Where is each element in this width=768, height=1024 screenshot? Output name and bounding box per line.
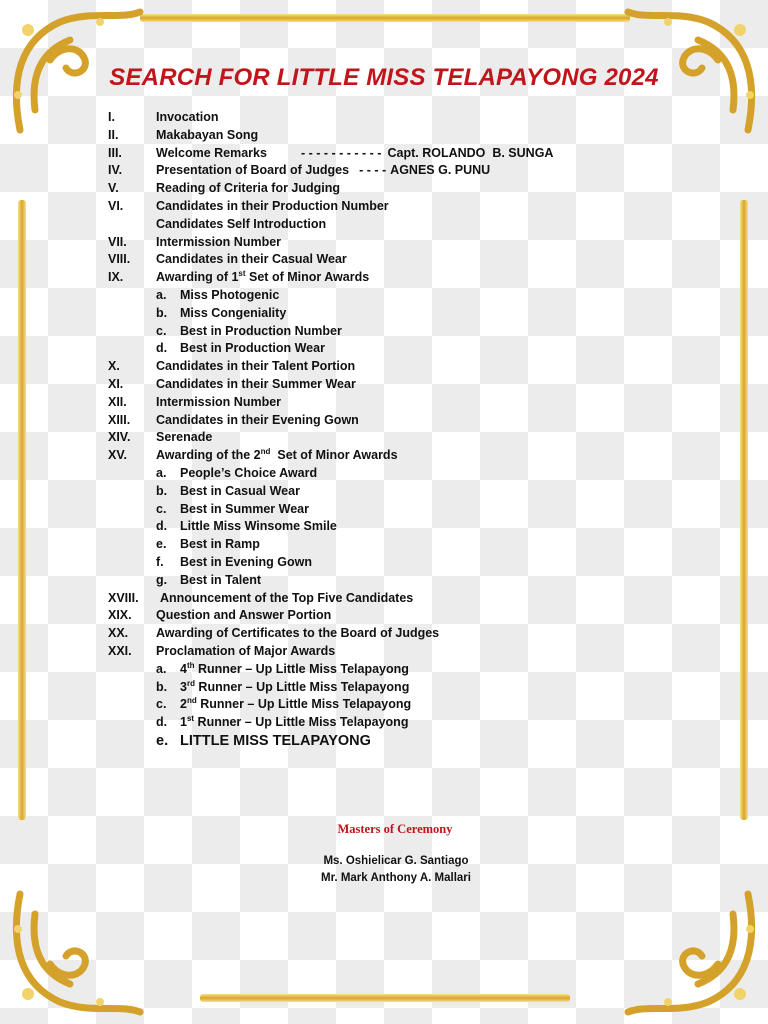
item-text bbox=[156, 395, 281, 409]
item-label: Proclamation of Major Awards bbox=[156, 643, 336, 658]
item-number: V. bbox=[108, 181, 119, 196]
item-number: VII. bbox=[108, 234, 127, 249]
item-label: LITTLE MISS TELAPAYONG bbox=[180, 732, 371, 749]
item-text bbox=[156, 128, 258, 142]
item-text bbox=[180, 484, 300, 498]
item-label: Best in Talent bbox=[180, 572, 262, 587]
item-text bbox=[156, 235, 281, 249]
item-letter: c. bbox=[156, 501, 167, 516]
item-text bbox=[156, 644, 335, 658]
item-label: 3 bbox=[180, 679, 187, 694]
item-label: Reading of Criteria for Judging bbox=[156, 181, 341, 196]
item-label-rest: Runner – Up Little Miss Telapayong bbox=[194, 715, 409, 730]
master-of-ceremony-name: Mr. Mark Anthony A. Mallari bbox=[321, 872, 471, 884]
item-letter: b. bbox=[156, 679, 168, 694]
item-label: Presentation of Board of Judges bbox=[156, 163, 350, 178]
item-text bbox=[180, 573, 261, 587]
corner-ornament-bottom-right bbox=[618, 874, 768, 1024]
item-number: I. bbox=[108, 110, 115, 124]
item-text bbox=[156, 413, 359, 427]
item-letter: a. bbox=[156, 465, 167, 480]
item-letter: g. bbox=[156, 572, 168, 587]
item-number: XI. bbox=[108, 376, 124, 391]
item-text bbox=[180, 306, 286, 320]
item-label-rest: Runner – Up Little Miss Telapayong bbox=[196, 697, 412, 712]
ordinal-suffix: st bbox=[238, 269, 246, 279]
item-label: Candidates in their Production Number bbox=[156, 198, 389, 213]
item-text bbox=[180, 341, 325, 355]
item-label: Awarding of the 2 bbox=[156, 448, 261, 463]
item-number: XIX. bbox=[108, 608, 132, 623]
item-letter: e. bbox=[156, 732, 169, 749]
item-number: XXI. bbox=[108, 643, 132, 658]
item-label: Best in Production Number bbox=[180, 323, 342, 338]
item-number: XV. bbox=[108, 448, 128, 463]
item-letter: d. bbox=[156, 519, 168, 534]
item-label: Intermission Number bbox=[156, 394, 282, 409]
item-letter: b. bbox=[156, 483, 168, 498]
item-text bbox=[156, 181, 340, 195]
item-label: Best in Production Wear bbox=[180, 341, 325, 356]
item-letter: e. bbox=[156, 537, 167, 552]
item-label-rest: Set of Minor Awards bbox=[270, 448, 398, 463]
item-label: 2 bbox=[180, 697, 187, 712]
item-label-rest: Runner – Up Little Miss Telapayong bbox=[194, 679, 410, 694]
masters-of-ceremony-heading: Masters of Ceremony bbox=[337, 822, 453, 836]
item-label: Candidates Self Introduction bbox=[156, 216, 327, 231]
item-text bbox=[156, 448, 398, 462]
item-letter: d. bbox=[156, 715, 168, 730]
item-number: XII. bbox=[108, 394, 127, 409]
item-text bbox=[156, 110, 219, 124]
top-border-bar bbox=[140, 14, 630, 22]
item-text bbox=[160, 591, 413, 605]
item-label: Welcome Remarks bbox=[156, 145, 267, 160]
ordinal-suffix: nd bbox=[260, 447, 271, 457]
item-label: Intermission Number bbox=[156, 234, 282, 249]
item-label: People’s Choice Award bbox=[180, 465, 318, 480]
item-label: 1 bbox=[180, 715, 187, 730]
item-number: IV. bbox=[108, 163, 123, 178]
item-label: Best in Summer Wear bbox=[180, 501, 309, 516]
item-letter: c. bbox=[156, 323, 167, 338]
item-label: Best in Ramp bbox=[180, 537, 260, 552]
item-text bbox=[180, 662, 409, 676]
item-letter: b. bbox=[156, 305, 168, 320]
right-border-bar bbox=[740, 200, 748, 820]
item-text bbox=[180, 715, 408, 729]
item-letter: d. bbox=[156, 341, 168, 356]
item-text bbox=[156, 252, 347, 266]
dash-leader: - - - - - - - - - - - bbox=[300, 145, 382, 160]
item-text bbox=[156, 608, 331, 622]
item-label: Announcement of the Top Five Candidates bbox=[160, 590, 414, 605]
item-number: VIII. bbox=[108, 252, 131, 267]
item-label: Best in Casual Wear bbox=[180, 483, 300, 498]
item-number: X. bbox=[108, 359, 120, 374]
item-text bbox=[156, 626, 439, 640]
item-number: VI. bbox=[108, 198, 124, 213]
bottom-border-bar bbox=[200, 994, 570, 1002]
item-text bbox=[180, 555, 312, 569]
item-label: Little Miss Winsome Smile bbox=[180, 519, 337, 534]
item-label: Awarding of Certificates to the Board of Judges bbox=[156, 626, 440, 641]
item-label: Candidates in their Summer Wear bbox=[156, 376, 356, 391]
item-label: Invocation bbox=[156, 110, 219, 124]
item-label-rest: Runner – Up Little Miss Telapayong bbox=[194, 661, 409, 676]
item-text bbox=[180, 288, 279, 302]
item-text bbox=[156, 199, 389, 213]
corner-ornament-bottom-left bbox=[0, 874, 150, 1024]
speaker-name: AGNES G. PUNU bbox=[390, 163, 491, 178]
item-letter: c. bbox=[156, 697, 167, 712]
item-label: Awarding of 1 bbox=[156, 270, 239, 285]
ordinal-suffix: th bbox=[186, 660, 195, 670]
ordinal-suffix: nd bbox=[186, 696, 197, 706]
item-number: II. bbox=[108, 127, 119, 142]
item-label: Miss Photogenic bbox=[180, 287, 280, 302]
item-text bbox=[156, 163, 490, 177]
item-number: XIV. bbox=[108, 430, 131, 445]
item-label: Question and Answer Portion bbox=[156, 608, 332, 623]
item-text bbox=[180, 733, 371, 749]
item-number: III. bbox=[108, 145, 122, 160]
item-text bbox=[180, 680, 409, 694]
item-text bbox=[156, 377, 356, 391]
item-letter: f. bbox=[156, 554, 164, 569]
ordinal-suffix: rd bbox=[186, 678, 195, 688]
item-text bbox=[180, 519, 337, 533]
item-letter: a. bbox=[156, 287, 167, 302]
page-title: SEARCH FOR LITTLE MISS TELAPAYONG 2024 bbox=[109, 64, 659, 91]
item-text bbox=[180, 502, 309, 516]
item-text bbox=[156, 270, 369, 284]
item-label: 4 bbox=[180, 661, 187, 676]
item-number: IX. bbox=[108, 270, 124, 285]
item-label: Candidates in their Casual Wear bbox=[156, 252, 347, 267]
item-text bbox=[180, 697, 411, 711]
item-text bbox=[180, 324, 342, 338]
item-text bbox=[156, 359, 355, 373]
item-text bbox=[180, 537, 260, 551]
ordinal-suffix: st bbox=[186, 714, 195, 724]
dash-leader: - - - - bbox=[359, 163, 387, 178]
item-text bbox=[156, 146, 553, 160]
item-text bbox=[180, 466, 317, 480]
item-text bbox=[156, 430, 212, 444]
item-number: XX. bbox=[108, 626, 129, 641]
item-number: XVIII. bbox=[108, 590, 139, 605]
left-border-bar bbox=[18, 200, 26, 820]
item-label: Miss Congeniality bbox=[180, 305, 287, 320]
item-letter: a. bbox=[156, 661, 167, 676]
speaker-name: Capt. ROLANDO B. SUNGA bbox=[387, 145, 554, 160]
item-number: XIII. bbox=[108, 412, 131, 427]
item-label: Best in Evening Gown bbox=[180, 554, 312, 569]
item-label: Candidates in their Evening Gown bbox=[156, 412, 359, 427]
item-text bbox=[156, 217, 326, 231]
item-label: Serenade bbox=[156, 430, 213, 445]
master-of-ceremony-name: Ms. Oshielicar G. Santiago bbox=[323, 855, 469, 867]
item-label-rest: Set of Minor Awards bbox=[245, 270, 370, 285]
item-label: Makabayan Song bbox=[156, 127, 259, 142]
item-label: Candidates in their Talent Portion bbox=[156, 359, 356, 374]
